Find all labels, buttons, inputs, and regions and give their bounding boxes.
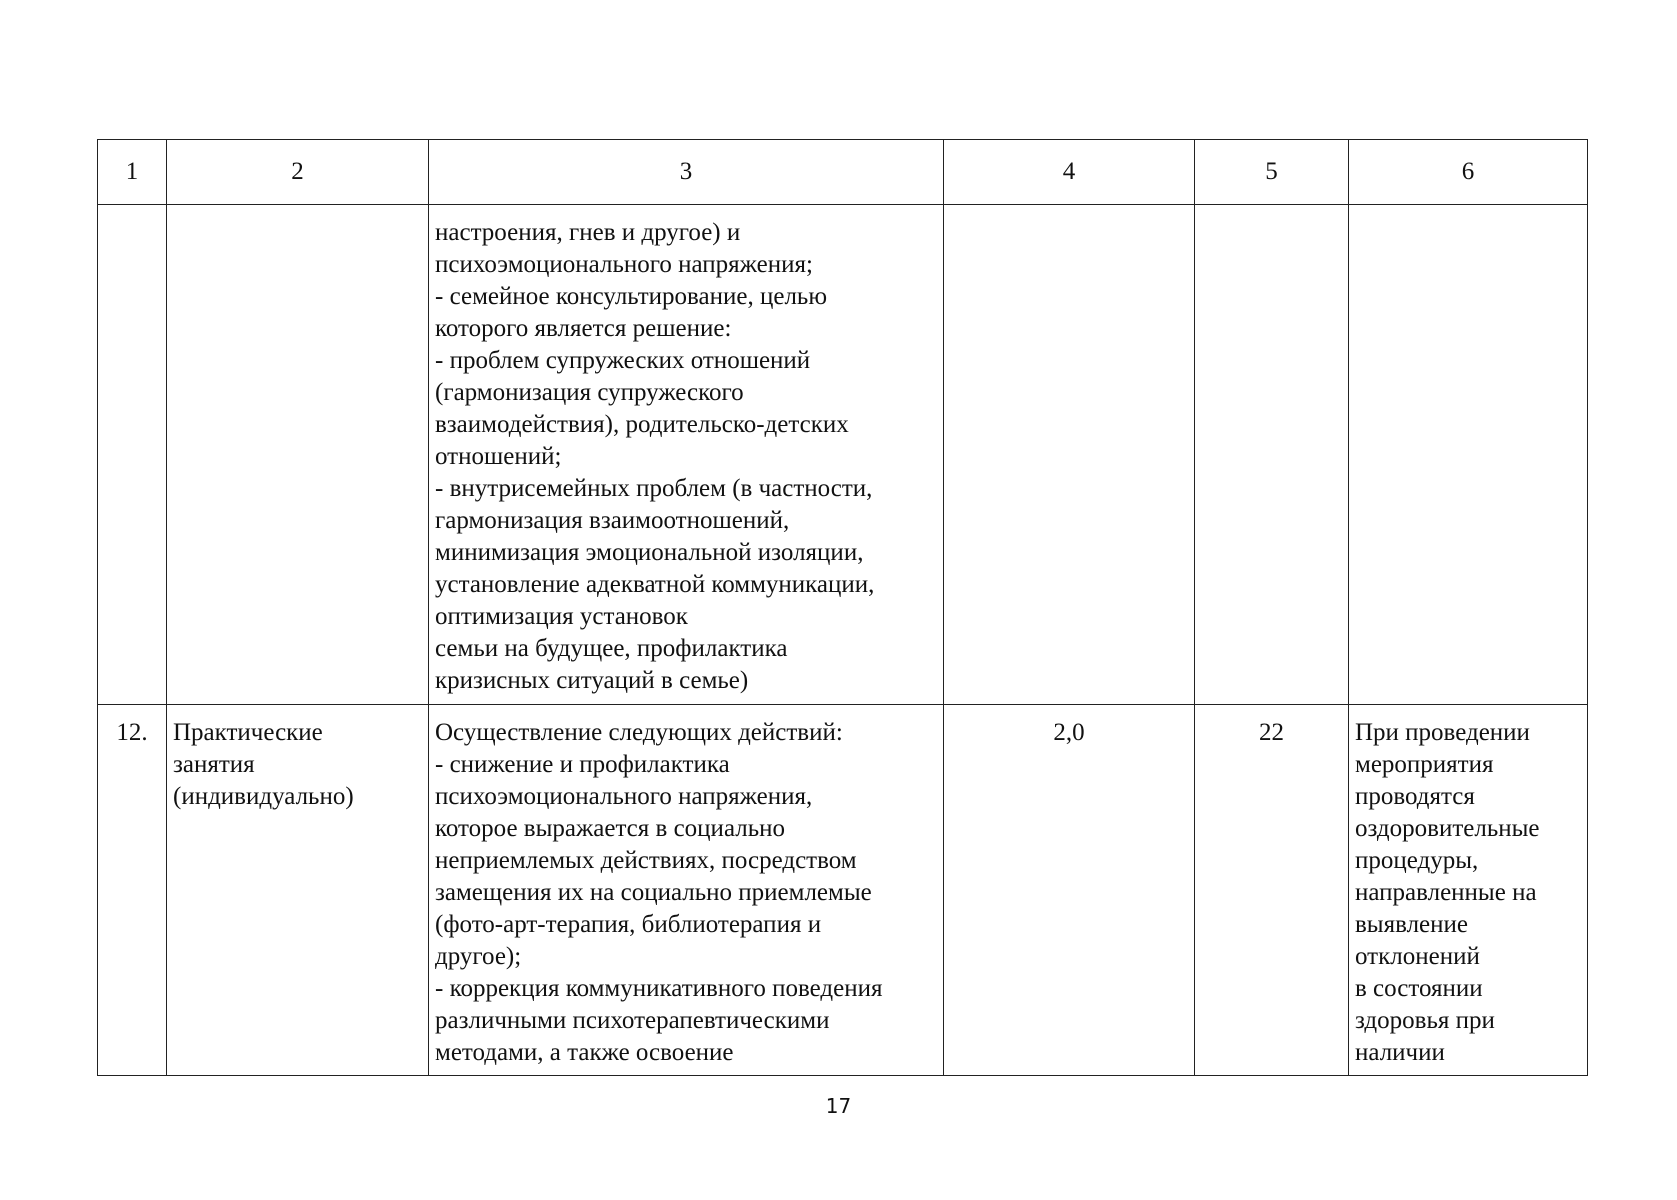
header-cell-1: 1 (98, 140, 167, 205)
table-row-continuation (98, 205, 1588, 705)
header-cell-2: 2 (167, 140, 429, 205)
table-header-row (98, 140, 1588, 205)
continuation-hours-cell (944, 205, 1195, 705)
row12-name-cell: Практические занятия (индивидуально) (167, 705, 429, 1076)
row12-notes-cell: При проведении мероприятия проводятся оздоровительные процедуры, направленные на выявление отклонений в состоянии здоровья при наличии (1349, 705, 1588, 1076)
continuation-description-cell: настроения, гнев и другое) и психоэмоционального напряжения; - семейное консультирование, целью которого является решение: - проблем супружеских отношений (гармонизация супружеского взаимодействия), родительско-детских отношений; - внутрисемейных проблем (в частности, гармонизация взаимоотношений, минимизация эмоциональной изоляции, установление адекватной коммуникации, оптимизация установок семьи на будущее, профилактика кризисных ситуаций в семье) (429, 205, 944, 705)
continuation-name-cell (167, 205, 429, 705)
header-cell-6: 6 (1349, 140, 1588, 205)
continuation-count-cell (1195, 205, 1349, 705)
document-table (97, 139, 1588, 1076)
page-number: 17 (825, 1094, 852, 1118)
header-cell-4: 4 (944, 140, 1195, 205)
table-row-12 (98, 705, 1588, 1076)
row12-count-cell: 22 (1195, 705, 1349, 1076)
header-cell-3: 3 (429, 140, 944, 205)
row12-hours-cell: 2,0 (944, 705, 1195, 1076)
continuation-number-cell (98, 205, 167, 705)
row12-description-cell: Осуществление следующих действий: - снижение и профилактика психоэмоционального напряжения, которое выражается в социально неприемлемых действиях, посредством замещения их на социально приемлемые (фото-арт-терапия, библиотерапия и другое); - коррекция коммуникативного поведения различными психотерапевтическими методами, а также освоение (429, 705, 944, 1076)
continuation-notes-cell (1349, 205, 1588, 705)
header-cell-5: 5 (1195, 140, 1349, 205)
row12-number-cell: 12. (98, 705, 167, 1076)
